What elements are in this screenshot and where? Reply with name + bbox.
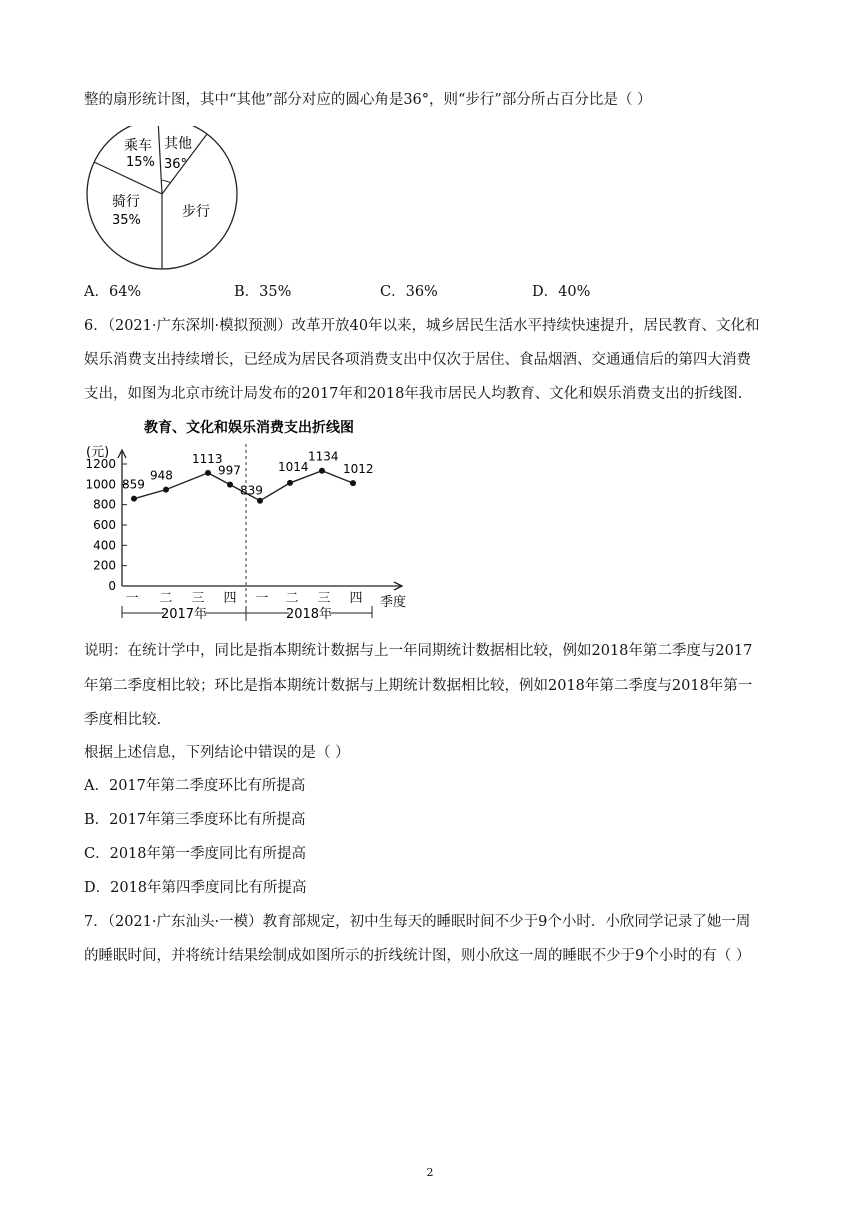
option-key: B． xyxy=(234,284,260,300)
option-text: 64% xyxy=(108,284,142,300)
line-chart xyxy=(80,414,420,622)
q5-option-b[interactable] xyxy=(234,282,291,302)
option-key: A． xyxy=(84,284,109,300)
x-tick-label: 四 xyxy=(349,591,363,606)
q6-stem-line: 支出，如图为北京市统计局发布的2017年和2018年我市居民人均教育、文化和娱乐消费支出的折线图. xyxy=(84,386,743,402)
data-point xyxy=(131,496,137,502)
x-tick-label: 一 xyxy=(125,591,139,606)
q7-stem-line: 7．（2021·广东汕头·一模）教育部规定，初中生每天的睡眠时间不少于9个小时．小欣同学记录了她一周 xyxy=(84,914,751,930)
y-tick-label: 1200 xyxy=(85,457,116,471)
y-tick-label: 0 xyxy=(108,579,116,593)
option-text: 40% xyxy=(558,284,591,300)
data-label: 1012 xyxy=(343,462,374,477)
q6-option-b[interactable]: B．2017年第三季度环比有所提高 xyxy=(84,812,306,828)
data-point xyxy=(287,480,293,486)
angle-arc xyxy=(161,180,171,183)
q6-question: 根据上述信息，下列结论中错误的是（ ） xyxy=(84,745,350,761)
y-tick-label: 800 xyxy=(93,497,116,512)
data-label: 1113 xyxy=(192,451,223,466)
pie-slice-name: 其他 xyxy=(164,136,192,152)
q6-explain-line: 季度相比较. xyxy=(84,712,162,728)
x-tick-label: 三 xyxy=(191,591,205,606)
x-tick-label: 一 xyxy=(255,591,269,606)
y-tick-label: 1000 xyxy=(85,477,116,492)
data-point xyxy=(227,482,233,488)
group-label: 2018年 xyxy=(285,607,333,622)
q5-option-d[interactable] xyxy=(532,282,590,302)
q6-stem-line: 娱乐消费支出持续增长，已经成为居民各项消费支出中仅次于居住、食品烟酒、交通通信后的第四大消费 xyxy=(84,352,751,368)
x-tick-label: 二 xyxy=(285,591,299,606)
option-key: D． xyxy=(532,284,559,300)
chart-title: 教育、文化和娱乐消费支出折线图 xyxy=(144,420,354,436)
data-point xyxy=(257,498,263,504)
pie-slice-label: 35% xyxy=(112,213,141,228)
data-label: 839 xyxy=(240,483,263,498)
data-label: 1134 xyxy=(308,449,339,464)
y-tick-label: 600 xyxy=(93,518,116,532)
pie-slice-name: 骑行 xyxy=(112,194,140,210)
y-axis-unit: (元) xyxy=(86,445,110,460)
pie-slice-name: 步行 xyxy=(182,204,210,220)
pie-slice-label: 36° xyxy=(164,157,188,172)
option-key: C． xyxy=(380,284,406,300)
x-tick-label: 二 xyxy=(159,591,173,606)
q6-explain-line: 年第二季度相比较；环比是指本期统计数据与上期统计数据相比较，例如2018年第二季度与2018年第一 xyxy=(84,678,753,694)
pie-slice-label: 15% xyxy=(126,155,155,170)
q6-stem-line: 6．（2021·广东深圳·模拟预测）改革开放40年以来，城乡居民生活水平持续快速提升，居民教育、文化和 xyxy=(84,318,760,334)
data-point xyxy=(163,487,169,493)
data-label: 948 xyxy=(150,468,173,483)
y-tick-label: 200 xyxy=(93,558,116,573)
option-text: 36% xyxy=(405,284,438,300)
q6-option-d[interactable]: D．2018年第四季度同比有所提高 xyxy=(84,880,307,896)
pie-chart xyxy=(84,126,244,272)
pie-slice-name: 乘车 xyxy=(124,138,152,154)
x-tick-label: 四 xyxy=(223,591,237,606)
data-point xyxy=(205,470,211,476)
q6-option-c[interactable]: C．2018年第一季度同比有所提高 xyxy=(84,846,306,862)
option-text: 35% xyxy=(259,284,292,300)
y-tick-label: 400 xyxy=(93,538,116,553)
q7-stem-line: 的睡眠时间，并将统计结果绘制成如图所示的折线统计图，则小欣这一周的睡眠不少于9个小时的有（ ） xyxy=(84,948,751,964)
x-tick-label: 三 xyxy=(317,591,331,606)
x-axis-label: 季度 xyxy=(380,595,407,610)
data-point xyxy=(350,480,356,486)
q5-stem: 整的扇形统计图，其中“其他”部分对应的圆心角是36°，则“步行”部分所占百分比是（ ） xyxy=(84,92,652,108)
q6-option-a[interactable]: A．2017年第二季度环比有所提高 xyxy=(84,778,306,794)
data-label: 1014 xyxy=(278,459,309,474)
q5-option-a[interactable] xyxy=(84,282,141,302)
data-label: 997 xyxy=(218,463,241,478)
pie-divider-top xyxy=(158,126,162,194)
page-number: 2 xyxy=(426,1166,434,1179)
data-point xyxy=(319,468,325,474)
group-label: 2017年 xyxy=(160,607,208,622)
q5-option-c[interactable] xyxy=(380,282,438,302)
data-label: 859 xyxy=(122,477,145,492)
q6-explain-line: 说明：在统计学中，同比是指本期统计数据与上一年同期统计数据相比较，例如2018年第二季度与2017 xyxy=(84,643,753,659)
